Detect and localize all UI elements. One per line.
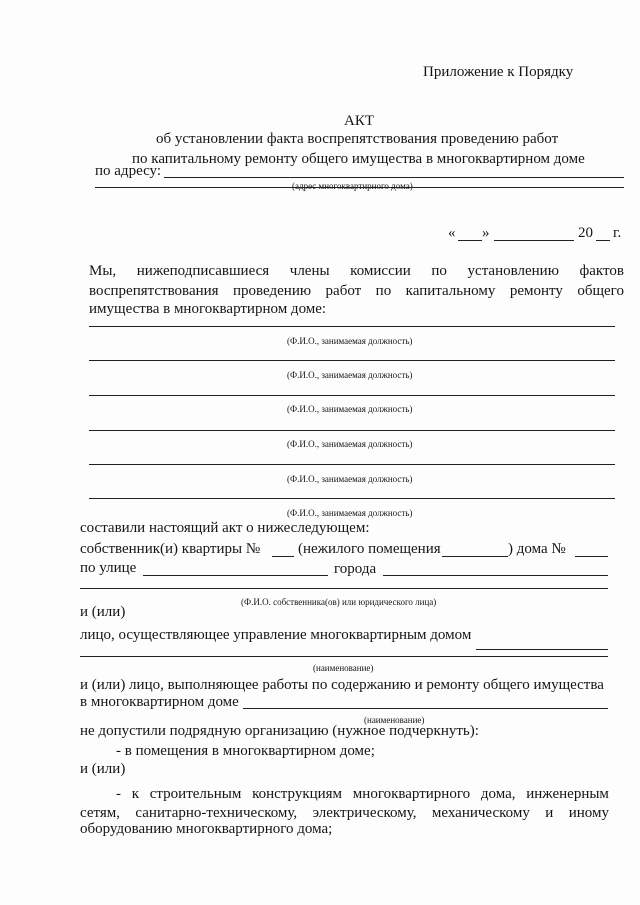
option-structures-line2-word-5: и [545, 805, 554, 821]
intro-line2-word-6: ремонту [509, 283, 563, 299]
house-number-label: ) дома № [508, 541, 566, 557]
manager-caption: (наименование) [313, 663, 374, 673]
date-year-field[interactable] [596, 240, 610, 241]
option-structures-line2-word-4: механическому [431, 805, 530, 821]
contractor-line1: и (или) лицо, выполняющее работы по содержанию и ремонту общего имущества [80, 677, 604, 693]
member-field-5[interactable] [89, 464, 615, 465]
option-structures-line1-word-6: дома, [480, 786, 516, 802]
option-structures-line1-word-7: инженерным [526, 786, 609, 802]
option-structures-line1-word-5: многоквартирного [352, 786, 471, 802]
intro-line1-word-2: нижеподписавшиеся [136, 263, 270, 279]
member-caption-4: (Ф.И.О., занимаемая должность) [287, 439, 413, 449]
manager-label: лицо, осуществляющее управление многоквартирным домом [80, 627, 472, 643]
option-premises: - в помещения в многоквартирном доме; [116, 743, 375, 759]
option-structures-line2-word-1: сетям, [80, 805, 120, 821]
option-structures-line1-word-3: строительным [149, 786, 242, 802]
member-field-2[interactable] [89, 360, 615, 361]
member-field-1[interactable] [89, 326, 615, 327]
intro-line1-word-7: фактов [579, 263, 624, 279]
intro-line1 [89, 263, 624, 280]
member-field-3[interactable] [89, 395, 615, 396]
document-subtitle-line2: по капитальному ремонту общего имущества в многоквартирном доме [132, 151, 585, 167]
date-open-quote: « [448, 225, 456, 241]
nonresidential-number-field[interactable] [442, 556, 508, 557]
member-caption-6: (Ф.И.О., занимаемая должность) [287, 508, 413, 518]
manager-field-2[interactable] [80, 656, 608, 657]
option-structures-line2 [80, 805, 609, 822]
intro-line2-word-1: воспрепятствования [89, 283, 219, 299]
document-subtitle-line1: об установлении факта воспрепятствования проведению работ [156, 131, 559, 147]
intro-line2-word-4: по [375, 283, 392, 299]
member-caption-1: (Ф.И.О., занимаемая должность) [287, 336, 413, 346]
document-title: АКТ [344, 113, 374, 129]
member-caption-3: (Ф.И.О., занимаемая должность) [287, 404, 413, 414]
contractor-caption: (наименование) [364, 715, 425, 725]
option-structures-line1-word-4: конструкциям [252, 786, 343, 802]
manager-field[interactable] [476, 649, 608, 650]
date-month-field[interactable] [494, 240, 574, 241]
option-structures-line3: оборудованию многоквартирного дома; [80, 821, 333, 837]
date-close-quote: » [482, 225, 490, 241]
intro-line1-word-6: установлению [467, 263, 559, 279]
member-caption-5: (Ф.И.О., занимаемая должность) [287, 474, 413, 484]
option-structures-line2-word-2: санитарно-техническому, [135, 805, 298, 821]
contractor-field[interactable] [243, 708, 608, 709]
nonresidential-label: (нежилого помещения [298, 541, 441, 557]
option-structures-line1-word-2: к [131, 786, 140, 802]
intro-line1-word-4: комиссии [350, 263, 411, 279]
owner-label: собственник(и) квартиры № [80, 541, 261, 557]
street-field[interactable] [143, 575, 328, 576]
refusal-statement: не допустили подрядную организацию (нужное подчеркнуть): [80, 723, 479, 739]
intro-line2 [89, 283, 624, 300]
intro-line2-word-5: капитальному [405, 283, 496, 299]
option-structures-line1 [116, 786, 609, 803]
city-label: города [334, 561, 377, 577]
intro-line1-word-1: Мы, [89, 263, 117, 279]
address-field-line[interactable] [164, 177, 624, 178]
date-year-prefix: 20 [578, 225, 593, 241]
owner-name-field[interactable] [80, 588, 608, 589]
street-label: по улице [80, 560, 137, 576]
date-year-suffix: г. [613, 225, 622, 241]
intro-line1-word-3: члены [289, 263, 330, 279]
address-caption: (адрес многоквартирного дома) [292, 181, 413, 191]
date-day-field[interactable] [458, 240, 482, 241]
member-field-4[interactable] [89, 430, 615, 431]
compiled-statement: составили настоящий акт о нижеследующем: [80, 520, 370, 536]
and-or-label-2: и (или) [80, 761, 126, 777]
member-caption-2: (Ф.И.О., занимаемая должность) [287, 370, 413, 380]
contractor-line2: в многоквартирном доме [80, 694, 239, 710]
house-number-field[interactable] [575, 556, 608, 557]
owner-caption: (Ф.И.О. собственника(ов) или юридического лица) [241, 597, 437, 607]
apartment-number-field[interactable] [272, 556, 294, 557]
appendix-note: Приложение к Порядку [423, 64, 574, 80]
option-structures-line2-word-3: электрическому, [312, 805, 417, 821]
intro-line1-word-5: по [431, 263, 447, 279]
option-structures-line2-word-6: иному [568, 805, 609, 821]
intro-line2-word-3: работ [325, 283, 362, 299]
city-field[interactable] [383, 575, 608, 576]
and-or-label-1: и (или) [80, 604, 126, 620]
member-field-6[interactable] [89, 498, 615, 499]
intro-line2-word-7: общего [577, 283, 624, 299]
option-structures-line1-word-1: - [116, 786, 121, 802]
intro-line2-word-2: проведению [233, 283, 312, 299]
intro-line3: имущества в многоквартирном доме: [89, 301, 327, 317]
address-label: по адресу: [95, 163, 162, 179]
